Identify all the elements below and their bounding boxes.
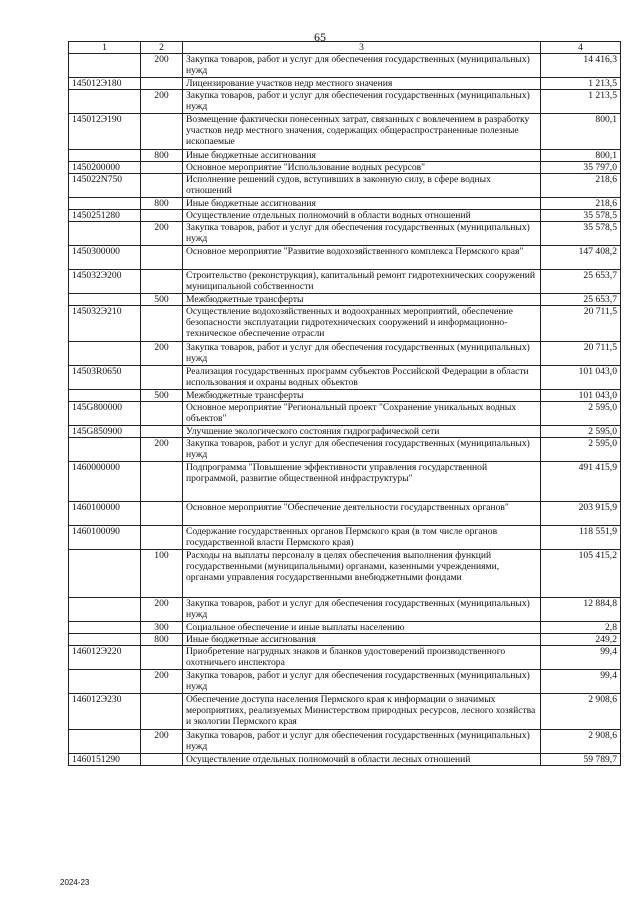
row-expense-type xyxy=(141,78,183,90)
row-amount: 218,6 xyxy=(541,198,621,210)
table-row xyxy=(69,150,621,162)
row-name: Закупка товаров, работ и услуг для обеспечения государственных (муниципальных) нужд xyxy=(183,54,541,78)
row-name: Закупка товаров, работ и услуг для обеспечения государственных (муниципальных) нужд xyxy=(183,90,541,114)
table-row xyxy=(69,622,621,634)
table-row xyxy=(69,90,621,114)
row-name: Закупка товаров, работ и услуг для обеспечения государственных (муниципальных) нужд xyxy=(183,342,541,366)
row-name: Подпрограмма "Повышение эффективности управления государственной программой, развитие общественной инфраструктуры" xyxy=(183,462,541,502)
row-amount: 1 213,5 xyxy=(541,78,621,90)
row-code: 1460100090 xyxy=(69,526,141,550)
table-row xyxy=(69,694,621,730)
row-code xyxy=(69,438,141,462)
row-amount: 14 416,3 xyxy=(541,54,621,78)
row-name: Иные бюджетные ассигнования xyxy=(183,634,541,646)
row-expense-type xyxy=(141,270,183,294)
table-row xyxy=(69,462,621,502)
table-row xyxy=(69,754,621,766)
row-expense-type xyxy=(141,462,183,502)
row-name: Закупка товаров, работ и услуг для обеспечения государственных (муниципальных) нужд xyxy=(183,438,541,462)
table-row xyxy=(69,550,621,598)
budget-table xyxy=(68,41,621,766)
row-code: 145G850900 xyxy=(69,426,141,438)
row-expense-type xyxy=(141,174,183,198)
row-name: Закупка товаров, работ и услуг для обеспечения государственных (муниципальных) нужд xyxy=(183,670,541,694)
row-code: 14503R0650 xyxy=(69,366,141,390)
row-amount: 218,6 xyxy=(541,174,621,198)
table-row xyxy=(69,114,621,150)
row-name: Возмещение фактически понесенных затрат, связанных с вовлечением в разработку участков недр местного значения, содержащих общераспространенные полезные ископаемые xyxy=(183,114,541,150)
row-amount: 800,1 xyxy=(541,150,621,162)
column-number-row xyxy=(69,42,621,54)
row-name: Реализация государственных программ субъектов Российской Федерации в области использования и охраны водных объектов xyxy=(183,366,541,390)
row-amount: 1 213,5 xyxy=(541,90,621,114)
table-row xyxy=(69,526,621,550)
row-code xyxy=(69,54,141,78)
row-code: 1450200000 xyxy=(69,162,141,174)
row-code: 145012Э190 xyxy=(69,114,141,150)
row-code xyxy=(69,390,141,402)
row-code xyxy=(69,550,141,598)
row-name: Основное мероприятие "Региональный проект "Сохранение уникальных водных объектов" xyxy=(183,402,541,426)
row-name: Приобретение нагрудных знаков и бланков удостоверений производственного охотничьего инспектора xyxy=(183,646,541,670)
row-name: Осуществление отдельных полномочий в области водных отношений xyxy=(183,210,541,222)
row-expense-type xyxy=(141,646,183,670)
table-row xyxy=(69,78,621,90)
row-name: Закупка товаров, работ и услуг для обеспечения государственных (муниципальных) нужд xyxy=(183,730,541,754)
row-name: Основное мероприятие "Использование водных ресурсов" xyxy=(183,162,541,174)
row-amount: 2 908,6 xyxy=(541,694,621,730)
row-code xyxy=(69,342,141,366)
row-expense-type xyxy=(141,246,183,270)
row-amount: 20 711,5 xyxy=(541,342,621,366)
row-code: 146012Э230 xyxy=(69,694,141,730)
row-expense-type xyxy=(141,502,183,526)
row-expense-type: 100 xyxy=(141,550,183,598)
row-expense-type xyxy=(141,162,183,174)
row-code xyxy=(69,634,141,646)
row-amount: 99,4 xyxy=(541,646,621,670)
row-code: 145032Э210 xyxy=(69,306,141,342)
row-expense-type: 800 xyxy=(141,150,183,162)
row-name: Лицензирование участков недр местного значения xyxy=(183,78,541,90)
row-code: 1460151290 xyxy=(69,754,141,766)
row-name: Расходы на выплаты персоналу в целях обеспечения выполнения функций государственными (муниципальными) органами, казенными учреждениями, органами управления государственными внебюджетными фондами xyxy=(183,550,541,598)
row-code xyxy=(69,198,141,210)
row-amount: 99,4 xyxy=(541,670,621,694)
footer-code: 2024-23 xyxy=(60,878,90,887)
row-code: 1460000000 xyxy=(69,462,141,502)
table-row xyxy=(69,730,621,754)
row-expense-type: 200 xyxy=(141,342,183,366)
row-expense-type xyxy=(141,114,183,150)
row-amount: 2 908,6 xyxy=(541,730,621,754)
row-code xyxy=(69,90,141,114)
row-amount: 25 653,7 xyxy=(541,270,621,294)
table-row xyxy=(69,634,621,646)
row-expense-type: 200 xyxy=(141,54,183,78)
row-expense-type: 200 xyxy=(141,438,183,462)
table-row xyxy=(69,438,621,462)
row-code xyxy=(69,222,141,246)
row-amount: 249,2 xyxy=(541,634,621,646)
row-expense-type xyxy=(141,426,183,438)
row-expense-type: 300 xyxy=(141,622,183,634)
row-expense-type: 200 xyxy=(141,222,183,246)
row-amount: 101 043,0 xyxy=(541,390,621,402)
table-row xyxy=(69,306,621,342)
row-expense-type: 500 xyxy=(141,390,183,402)
row-name: Иные бюджетные ассигнования xyxy=(183,198,541,210)
column-number-4: 4 xyxy=(541,42,621,54)
table-row xyxy=(69,366,621,390)
row-expense-type: 200 xyxy=(141,598,183,622)
row-name: Закупка товаров, работ и услуг для обеспечения государственных (муниципальных) нужд xyxy=(183,598,541,622)
row-amount: 147 408,2 xyxy=(541,246,621,270)
page-number: 65 xyxy=(314,30,326,44)
row-code: 1460100000 xyxy=(69,502,141,526)
row-expense-type: 200 xyxy=(141,730,183,754)
table-row xyxy=(69,646,621,670)
row-name: Обеспечение доступа населения Пермского края к информации о значимых мероприятиях, реализуемых Министерством природных ресурсов, лесного хозяйства и экологии Пермского края xyxy=(183,694,541,730)
row-code: 145032Э200 xyxy=(69,270,141,294)
row-expense-type xyxy=(141,694,183,730)
row-name: Осуществление водохозяйственных и водоохранных мероприятий, обеспечение безопасности эксплуатации гидротехнических сооружений и информационно-техническое обеспечение отрасли xyxy=(183,306,541,342)
row-code xyxy=(69,598,141,622)
row-name: Иные бюджетные ассигнования xyxy=(183,150,541,162)
row-name: Основное мероприятие "Развитие водохозяйственного комплекса Пермского края" xyxy=(183,246,541,270)
row-code: 146012Э220 xyxy=(69,646,141,670)
row-amount: 800,1 xyxy=(541,114,621,150)
table-row xyxy=(69,162,621,174)
table-row xyxy=(69,246,621,270)
row-amount: 118 551,9 xyxy=(541,526,621,550)
row-amount: 35 797,0 xyxy=(541,162,621,174)
row-code: 145022N750 xyxy=(69,174,141,198)
table-row xyxy=(69,174,621,198)
row-name: Осуществление отдельных полномочий в области лесных отношений xyxy=(183,754,541,766)
row-code: 1450300000 xyxy=(69,246,141,270)
row-expense-type xyxy=(141,526,183,550)
row-amount: 2 595,0 xyxy=(541,426,621,438)
row-expense-type: 200 xyxy=(141,670,183,694)
row-expense-type: 800 xyxy=(141,634,183,646)
row-name: Социальное обеспечение и иные выплаты населению xyxy=(183,622,541,634)
table-row xyxy=(69,502,621,526)
table-row xyxy=(69,390,621,402)
row-name: Закупка товаров, работ и услуг для обеспечения государственных (муниципальных) нужд xyxy=(183,222,541,246)
row-code: 145012Э180 xyxy=(69,78,141,90)
table-row xyxy=(69,198,621,210)
row-name: Исполнение решений судов, вступивших в законную силу, в сфере водных отношений xyxy=(183,174,541,198)
table-row xyxy=(69,294,621,306)
row-code xyxy=(69,294,141,306)
row-amount: 35 578,5 xyxy=(541,210,621,222)
row-amount: 12 884,8 xyxy=(541,598,621,622)
table-body xyxy=(69,54,621,766)
table-row xyxy=(69,270,621,294)
row-expense-type: 500 xyxy=(141,294,183,306)
table-row xyxy=(69,54,621,78)
row-amount: 2,8 xyxy=(541,622,621,634)
row-name: Содержание государственных органов Пермского края (в том числе органов государственной власти Пермского края) xyxy=(183,526,541,550)
table-row xyxy=(69,598,621,622)
row-amount: 2 595,0 xyxy=(541,402,621,426)
row-amount: 101 043,0 xyxy=(541,366,621,390)
row-code xyxy=(69,150,141,162)
row-expense-type xyxy=(141,754,183,766)
row-code: 145G800000 xyxy=(69,402,141,426)
row-expense-type: 200 xyxy=(141,90,183,114)
row-amount: 203 915,9 xyxy=(541,502,621,526)
column-number-2: 2 xyxy=(141,42,183,54)
row-amount: 20 711,5 xyxy=(541,306,621,342)
table-row xyxy=(69,426,621,438)
table-row xyxy=(69,222,621,246)
row-name: Межбюджетные трансферты xyxy=(183,294,541,306)
row-expense-type xyxy=(141,306,183,342)
row-code xyxy=(69,730,141,754)
row-amount: 25 653,7 xyxy=(541,294,621,306)
row-name: Основное мероприятие "Обеспечение деятельности государственных органов" xyxy=(183,502,541,526)
table-row xyxy=(69,670,621,694)
row-amount: 105 415,2 xyxy=(541,550,621,598)
row-expense-type xyxy=(141,402,183,426)
row-amount: 2 595,0 xyxy=(541,438,621,462)
row-name: Строительство (реконструкция), капитальный ремонт гидротехнических сооружений муниципальной собственности xyxy=(183,270,541,294)
row-code xyxy=(69,622,141,634)
table-row xyxy=(69,210,621,222)
table-row xyxy=(69,402,621,426)
row-amount: 59 789,7 xyxy=(541,754,621,766)
row-expense-type: 800 xyxy=(141,198,183,210)
row-code: 1450251280 xyxy=(69,210,141,222)
row-amount: 491 415,9 xyxy=(541,462,621,502)
table-row xyxy=(69,342,621,366)
row-name: Улучшение экологического состояния гидрографической сети xyxy=(183,426,541,438)
column-number-1: 1 xyxy=(69,42,141,54)
row-expense-type xyxy=(141,366,183,390)
row-amount: 35 578,5 xyxy=(541,222,621,246)
row-name: Межбюджетные трансферты xyxy=(183,390,541,402)
row-expense-type xyxy=(141,210,183,222)
row-code xyxy=(69,670,141,694)
column-number-3: 3 xyxy=(183,42,541,54)
